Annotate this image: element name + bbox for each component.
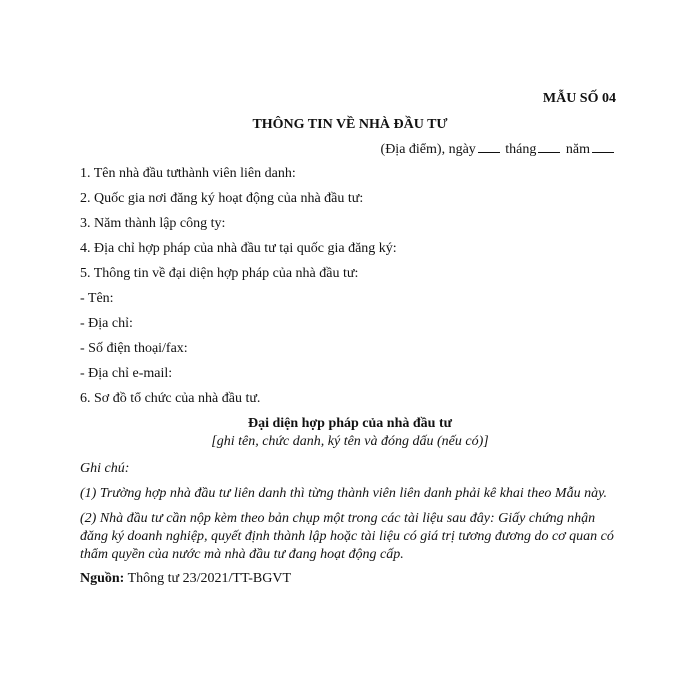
day-blank — [478, 140, 500, 153]
year-label: năm — [565, 142, 590, 157]
date-place-label: (Địa điểm), ngày — [380, 142, 476, 157]
item-rep-address: - Địa chỉ: — [80, 316, 133, 331]
item-rep-name: - Tên: — [80, 291, 114, 306]
source-label: Nguồn: — [80, 571, 125, 586]
item-org-chart: 6. Sơ đồ tổ chức của nhà đầu tư. — [80, 391, 261, 406]
item-investor-name: 1. Tên nhà đầu tưthành viên liên danh: — [80, 166, 296, 181]
item-rep-email: - Địa chỉ e-mail: — [80, 366, 173, 381]
item-legal-address: 4. Địa chỉ hợp pháp của nhà đầu tư tại quốc gia đăng ký: — [80, 241, 397, 256]
note-2: (2) Nhà đầu tư cần nộp kèm theo bản chụp một trong các tài liệu sau đây: Giấy chứng nhận đăng ký doanh nghiệp, quyết định thành lập hoặc tài liệu có giá trị tương đương do cơ quan có thẩm quyền của nước mà nhà đầu tư đang hoạt động cấp. — [80, 511, 614, 562]
signature-title: Đại diện hợp pháp của nhà đầu tư — [247, 416, 453, 431]
item-rep-phone: - Số điện thoại/fax: — [80, 341, 188, 356]
item-founding-year: 3. Năm thành lập công ty: — [80, 216, 226, 231]
item-country: 2. Quốc gia nơi đăng ký hoạt động của nhà đầu tư: — [80, 191, 364, 206]
date-line — [381, 140, 616, 159]
signature-subtitle: [ghi tên, chức danh, ký tên và đóng dấu (nếu có)] — [211, 434, 489, 449]
item-representative: 5. Thông tin về đại diện hợp pháp của nhà đầu tư: — [80, 266, 359, 281]
year-blank — [592, 140, 614, 153]
document-title: THÔNG TIN VỀ NHÀ ĐẦU TƯ — [252, 117, 448, 132]
month-label: tháng — [505, 142, 537, 157]
source-line — [80, 570, 291, 588]
note-1: (1) Trường hợp nhà đầu tư liên danh thì từng thành viên liên danh phải kê khai theo Mẫu này. — [80, 486, 608, 501]
form-code: MẪU SỐ 04 — [542, 91, 616, 106]
source-value: Thông tư 23/2021/TT-BGVT — [124, 571, 292, 586]
notes-heading: Ghi chú: — [80, 461, 130, 476]
month-blank — [538, 140, 560, 153]
